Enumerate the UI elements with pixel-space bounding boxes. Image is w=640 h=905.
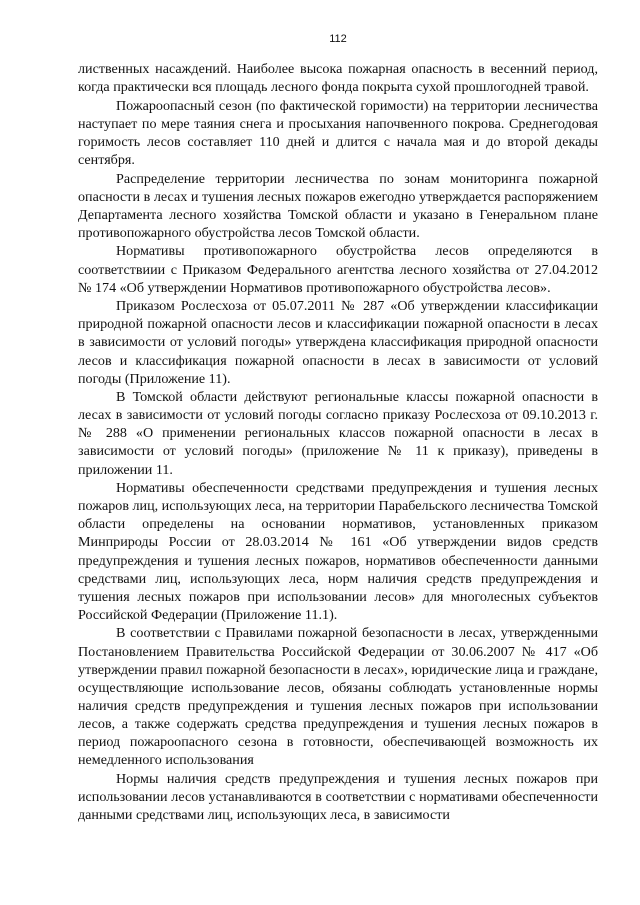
page-number: 112 <box>329 33 347 45</box>
paragraph-9: Нормы наличия средств предупреждения и тушения лесных пожаров при использовании лесов устанавливаются в соответствии с нормативами обеспеченности данными средствами лиц, использующих леса, в зависимости <box>78 770 598 823</box>
paragraph-5: Приказом Рослесхоза от 05.07.2011 № 287 «Об утверждении классификации природной пожарной опасности лесов и классификации пожарной опасности в лесах в зависимости от условий погоды» утверждена классификация природной опасности лесов и классификация пожарной опасности в лесах в зависимости от условий погоды (Приложение 11). <box>78 298 598 387</box>
paragraph-1: лиственных насаждений. Наиболее высока пожарная опасность в весенний период, когда практически вся площадь лесного фонда покрыта сухой прошлогодней травой. <box>78 61 598 96</box>
paragraph-3: Распределение территории лесничества по зонам мониторинга пожарной опасности в лесах и тушения лесных пожаров ежегодно утверждается распоряжением Департамента лесного хозяйства Томской области и указано в Генеральном плане противопожарного обустройства лесов Томской области. <box>78 170 598 241</box>
body-text <box>78 60 598 824</box>
paragraph-8: В соответствии с Правилами пожарной безопасности в лесах, утвержденными Постановлением Правительства Российской Федерации от 30.06.2007 № 417 «Об утверждении правил пожарной безопасности в лесах», юридические лица и граждане, осуществляющие использование лесов, обязаны соблюдать установленные нормы наличия средств предупреждения и тушения лесных пожаров при использовании лесов, а также содержать средства предупреждения и тушения лесных пожаров в период пожароопасного сезона в готовности, обеспечивающей возможность их немедленного использования <box>78 625 598 769</box>
paragraph-7: Нормативы обеспеченности средствами предупреждения и тушения лесных пожаров лиц, использующих леса, на территории Парабельского лесничества Томской области определены на основании нормативов, установленных приказом Минприроды России от 28.03.2014 № 161 «Об утверждении видов средств предупреждения и тушения лесных пожаров, нормативов обеспеченности данными средствами лиц, использующих леса, норм наличия средств предупреждения и тушения лесных пожаров при использовании лесов» для многолесных субъектов Российской Федерации (Приложение 11.1). <box>78 480 598 623</box>
paragraph-2: Пожароопасный сезон (по фактической горимости) на территории лесничества наступает по мере таяния снега и просыхания напочвенного покрова. Среднегодовая горимость лесов составляет 110 дней и длится с начала мая и до второй декады сентября. <box>78 97 598 168</box>
paragraph-6: В Томской области действуют региональные классы пожарной опасности в лесах в зависимости от условий погоды согласно приказу Рослесхоза от 09.10.2013 г. № 288 «О применении региональных классов пожарной опасности в лесах в зависимости от условий погоды» (приложение № 11 к приказу), приведены в приложении 11. <box>78 389 598 478</box>
paragraph-4: Нормативы противопожарного обустройства лесов определяются в соответствиии с Приказом Федерального агентства лесного хозяйства от 27.04.2012 № 174 «Об утверждении Нормативов противопожарного обустройства лесов». <box>78 243 598 296</box>
